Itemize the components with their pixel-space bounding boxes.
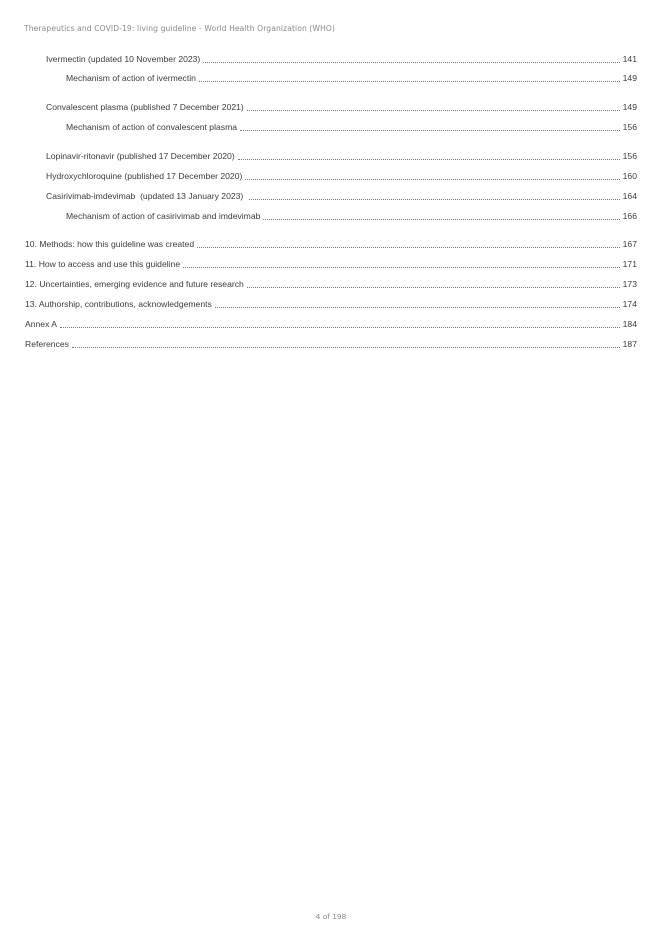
toc-entry-page: 156 <box>622 151 637 161</box>
toc-entry-page: 174 <box>622 299 637 309</box>
toc-entry-casirivimab-imdevimab[interactable] <box>46 189 637 203</box>
toc-entry-uncertainties[interactable] <box>25 277 637 291</box>
toc-entry-label: Ivermectin (updated 10 November 2023) <box>46 54 201 64</box>
dot-leader <box>203 62 619 63</box>
toc-entry-label: Convalescent plasma (published 7 December 2021) <box>46 102 244 112</box>
toc-entry-label: Hydroxychloroquine (published 17 December 2020) <box>46 171 243 181</box>
dot-leader <box>60 327 620 328</box>
toc-entry-label: 11. How to access and use this guideline <box>25 259 181 269</box>
toc-entry-convalescent-plasma[interactable] <box>46 100 637 114</box>
toc-entry-label: Mechanism of action of convalescent plasma <box>66 122 238 132</box>
toc-entry-page: 173 <box>622 279 637 289</box>
dot-leader <box>72 347 620 348</box>
toc-entry-page: 184 <box>622 319 637 329</box>
toc-entry-ivermectin[interactable] <box>46 52 637 66</box>
dot-leader <box>199 81 620 82</box>
toc-entry-label: 12. Uncertainties, emerging evidence and future research <box>25 279 244 289</box>
toc-entry-page: 149 <box>622 102 637 112</box>
toc-entry-label: 10. Methods: how this guideline was created <box>25 239 195 249</box>
toc-entry-methods[interactable] <box>25 237 637 251</box>
toc-entry-casirivimab-imdevimab-mechanism[interactable] <box>66 209 637 223</box>
toc-entry-label: Casirivimab-imdevimab (updated 13 January 2023) <box>46 191 246 201</box>
toc-entry-label: Mechanism of action of casirivimab and imdevimab <box>66 211 261 221</box>
toc-entry-page: 160 <box>622 171 637 181</box>
dot-leader <box>245 179 619 180</box>
toc-entry-label: References <box>25 339 69 349</box>
toc-entry-ivermectin-mechanism[interactable] <box>66 71 637 85</box>
toc-entry-page: 187 <box>622 339 637 349</box>
dot-leader <box>197 247 620 248</box>
toc-entry-annex-a[interactable] <box>25 317 637 331</box>
toc-entry-hydroxychloroquine[interactable] <box>46 169 637 183</box>
toc-entry-label: 13. Authorship, contributions, acknowledgements <box>25 299 212 309</box>
toc-entry-label: Lopinavir-ritonavir (published 17 December 2020) <box>46 151 235 161</box>
toc-entry-page: 166 <box>622 211 637 221</box>
toc-entry-label: Annex A <box>25 319 58 329</box>
toc-entry-page: 171 <box>622 259 637 269</box>
dot-leader <box>263 219 619 220</box>
dot-leader <box>238 159 620 160</box>
dot-leader <box>215 307 620 308</box>
running-header: Therapeutics and COVID-19: living guideline - World Health Organization (WHO) <box>24 24 336 33</box>
toc-entry-page: 149 <box>622 73 637 83</box>
toc-entry-how-to-access[interactable] <box>25 257 637 271</box>
toc-entry-references[interactable] <box>25 337 637 351</box>
toc-entry-lopinavir-ritonavir[interactable] <box>46 149 637 163</box>
dot-leader <box>249 199 620 200</box>
dot-leader <box>240 130 620 131</box>
dot-leader <box>183 267 620 268</box>
toc-entry-page: 164 <box>622 191 637 201</box>
toc-entry-authorship[interactable] <box>25 297 637 311</box>
toc-entry-label: Mechanism of action of ivermectin <box>66 73 196 83</box>
toc-entry-page: 156 <box>622 122 637 132</box>
toc-entry-convalescent-plasma-mechanism[interactable] <box>66 120 637 134</box>
dot-leader <box>247 110 620 111</box>
page-number: 4 of 198 <box>315 912 347 921</box>
toc-entry-page: 167 <box>622 239 637 249</box>
toc-entry-page: 141 <box>622 54 637 64</box>
dot-leader <box>247 287 620 288</box>
